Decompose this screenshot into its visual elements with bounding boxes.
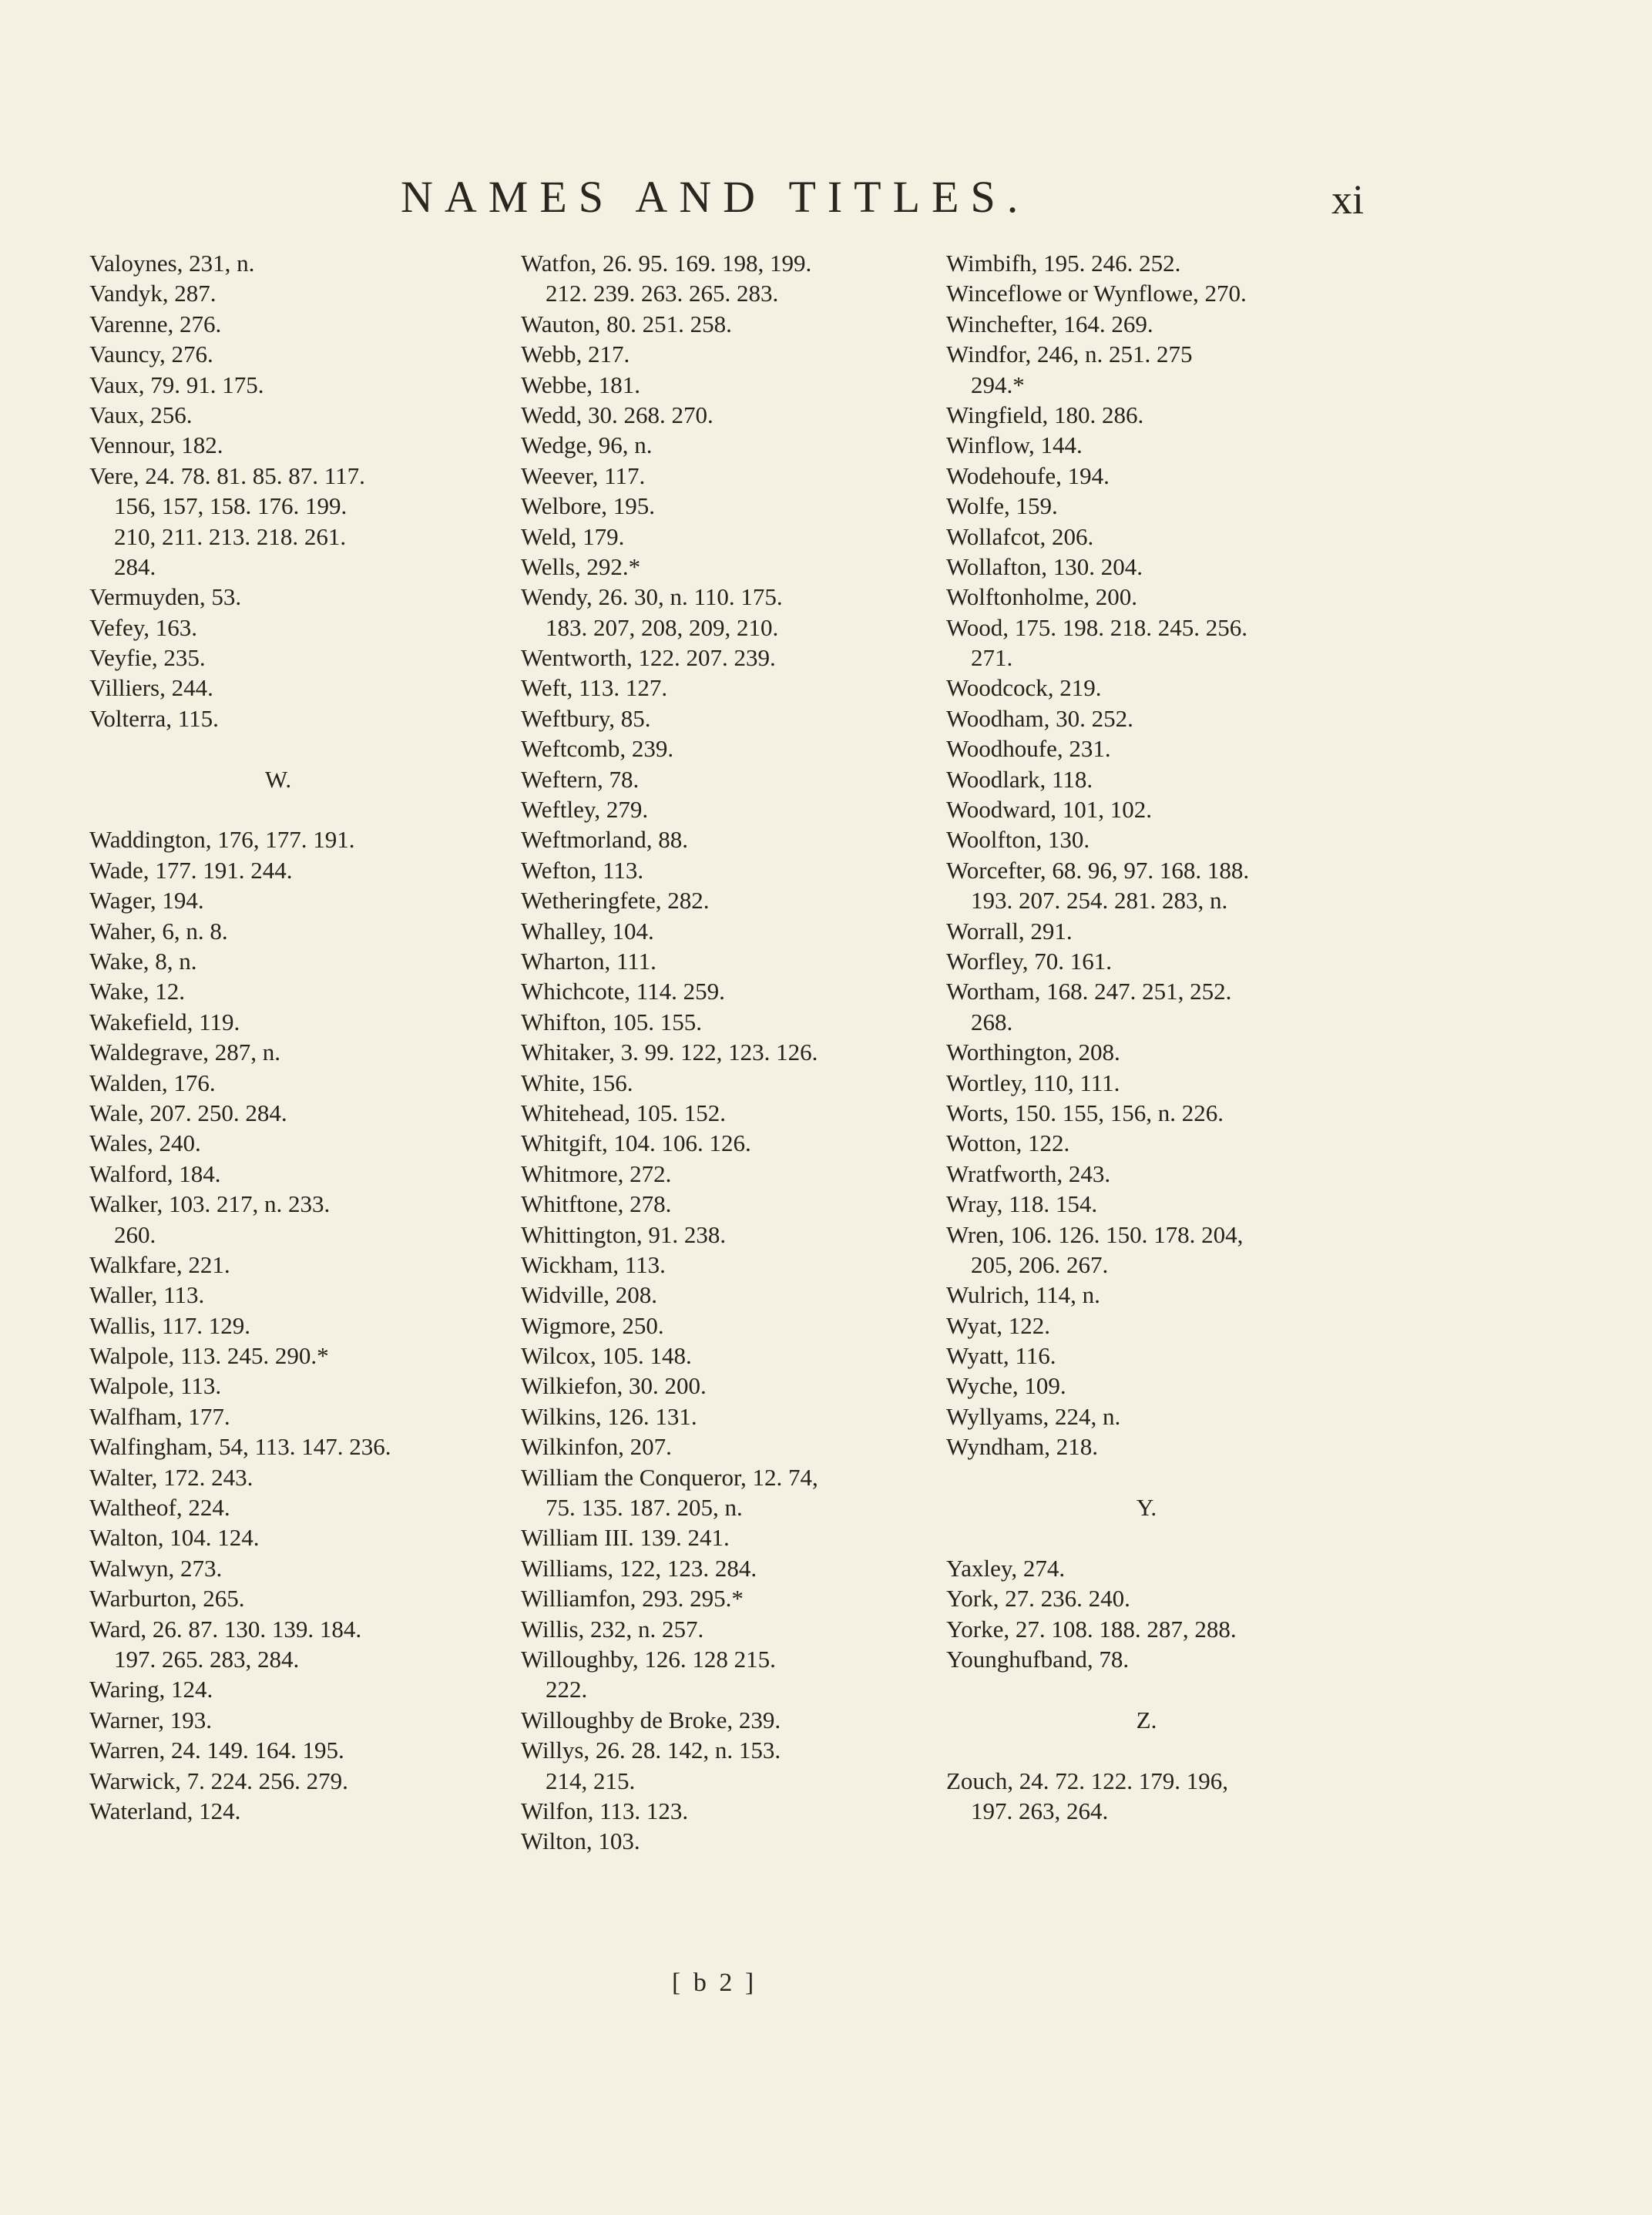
index-entry: Willoughby de Broke, 239. [521, 1706, 781, 1733]
index-entry: Waller, 113. [89, 1281, 205, 1309]
index-entry: Wulrich, 114, n. [946, 1281, 1100, 1309]
index-entry: Walfham, 177. [89, 1402, 230, 1430]
index-entry-continuation: 75. 135. 187. 205, n. [546, 1494, 743, 1522]
index-entry: Williamfon, 293. 295.* [521, 1585, 744, 1613]
index-entry: Wilkins, 126. 131. [521, 1402, 697, 1430]
index-entry: Wilcox, 105. 148. [521, 1342, 692, 1370]
index-entry: Warwick, 7. 224. 256. 279. [89, 1767, 348, 1794]
index-entry: Varenne, 276. [89, 310, 222, 337]
index-entry: Winflow, 144. [946, 431, 1083, 459]
index-entry: Wortham, 168. 247. 251, 252. [946, 978, 1232, 1005]
section-letter-heading: Y. [1136, 1494, 1157, 1522]
index-entry: Wollafton, 130. 204. [946, 552, 1143, 580]
section-letter-heading: Z. [1136, 1706, 1157, 1733]
index-entry: Whitftone, 278. [521, 1190, 672, 1218]
index-entry: Whitmore, 272. [521, 1160, 672, 1187]
index-entry: Wolftonholme, 200. [946, 583, 1138, 611]
index-entry: Williams, 122, 123. 284. [521, 1554, 757, 1582]
index-entry: Whifton, 105. 155. [521, 1008, 703, 1035]
index-column-3 [946, 248, 1378, 1826]
index-entry: Wyatt, 116. [946, 1342, 1056, 1370]
index-entry: Whitehead, 105. 152. [521, 1099, 727, 1126]
index-entry: Weftcomb, 239. [521, 735, 674, 763]
index-entry: Vaux, 256. [89, 401, 193, 428]
index-entry: Weftern, 78. [521, 765, 640, 793]
index-entry-continuation: 260. [114, 1220, 156, 1248]
index-entry: Wigmore, 250. [521, 1311, 664, 1339]
index-entry-continuation: 271. [971, 644, 1013, 672]
index-entry: Wilkiefon, 30. 200. [521, 1372, 707, 1400]
index-entry-continuation: 156, 157, 158. 176. 199. [114, 492, 348, 520]
index-entry: Woodhoufe, 231. [946, 735, 1111, 763]
index-entry: Wharton, 111. [521, 947, 656, 975]
spacer [946, 1735, 1378, 1765]
index-entry: Wortley, 110, 111. [946, 1069, 1120, 1096]
index-entry-continuation: 212. 239. 263. 265. 283. [546, 280, 779, 307]
index-entry-continuation: 197. 263, 264. [971, 1797, 1109, 1824]
index-column-2 [521, 248, 929, 1857]
index-entry: Wratfworth, 243. [946, 1160, 1111, 1187]
index-entry: Vauncy, 276. [89, 341, 213, 368]
index-entry: Wilkinfon, 207. [521, 1433, 672, 1461]
index-entry: Wray, 118. 154. [946, 1190, 1098, 1218]
index-entry: Wilton, 103. [521, 1827, 640, 1855]
index-entry: Zouch, 24. 72. 122. 179. 196, [946, 1767, 1228, 1794]
index-entry-continuation: 205, 206. 267. [971, 1250, 1109, 1278]
index-entry: Volterra, 115. [89, 704, 219, 732]
index-entry: Wallis, 117. 129. [89, 1311, 251, 1339]
index-entry: Vere, 24. 78. 81. 85. 87. 117. [89, 461, 365, 489]
spacer [946, 1462, 1378, 1492]
index-entry: Warburton, 265. [89, 1585, 245, 1613]
index-entry: Younghufband, 78. [946, 1645, 1130, 1673]
index-entry: Walpole, 113. [89, 1372, 222, 1400]
index-entry: Woodcock, 219. [946, 674, 1102, 702]
page-number: xi [1331, 176, 1365, 223]
index-entry: Weft, 113. 127. [521, 674, 668, 702]
signature-mark: [ b 2 ] [672, 1968, 757, 1997]
index-entry: Wickham, 113. [521, 1250, 666, 1278]
index-entry: Wales, 240. [89, 1129, 201, 1157]
index-entry: Wendy, 26. 30, n. 110. 175. [521, 583, 783, 611]
index-column-1 [89, 248, 498, 1826]
index-entry-continuation: 214, 215. [546, 1767, 636, 1794]
index-entry: Walfingham, 54, 113. 147. 236. [89, 1433, 391, 1461]
index-entry: William III. 139. 241. [521, 1524, 730, 1552]
index-entry: Wren, 106. 126. 150. 178. 204, [946, 1220, 1244, 1248]
index-entry: Walpole, 113. 245. 290.* [89, 1342, 329, 1370]
index-entry: Walwyn, 273. [89, 1554, 223, 1582]
index-entry: Waterland, 124. [89, 1797, 241, 1824]
index-entry: Worcefter, 68. 96, 97. 168. 188. [946, 856, 1250, 884]
index-entry: Worts, 150. 155, 156, n. 226. [946, 1099, 1224, 1126]
index-entry: Widville, 208. [521, 1281, 657, 1309]
index-entry: Vefey, 163. [89, 613, 198, 641]
index-entry: Whittington, 91. 238. [521, 1220, 727, 1248]
index-entry: Weftley, 279. [521, 796, 649, 824]
index-entry: Willoughby, 126. 128 215. [521, 1645, 776, 1673]
index-entry: Weever, 117. [521, 461, 646, 489]
index-entry: Wimbifh, 195. 246. 252. [946, 250, 1181, 277]
index-entry-continuation: 210, 211. 213. 218. 261. [114, 522, 347, 550]
index-entry: Worfley, 70. 161. [946, 947, 1113, 975]
index-entry: Wake, 12. [89, 978, 186, 1005]
index-entry: Waher, 6, n. 8. [89, 917, 228, 945]
index-entry: Walford, 184. [89, 1160, 221, 1187]
index-entry: Windfor, 246, n. 251. 275 [946, 341, 1193, 368]
index-entry: Whalley, 104. [521, 917, 654, 945]
index-entry: William the Conqueror, 12. 74, [521, 1463, 818, 1491]
index-entry: Willis, 232, n. 257. [521, 1615, 704, 1643]
index-entry: Webbe, 181. [521, 371, 641, 398]
index-entry: Worrall, 291. [946, 917, 1073, 945]
index-entry: Whitaker, 3. 99. 122, 123. 126. [521, 1039, 818, 1066]
index-entry: Wyat, 122. [946, 1311, 1051, 1339]
index-entry: Wauton, 80. 251. 258. [521, 310, 732, 337]
index-entry: Wade, 177. 191. 244. [89, 856, 293, 884]
index-entry-continuation: 197. 265. 283, 284. [114, 1645, 300, 1673]
index-entry: Walker, 103. 217, n. 233. [89, 1190, 331, 1218]
index-entry: Ward, 26. 87. 130. 139. 184. [89, 1615, 362, 1643]
spacer [946, 1522, 1378, 1552]
index-entry: Wood, 175. 198. 218. 245. 256. [946, 613, 1248, 641]
index-entry: Whichcote, 114. 259. [521, 978, 725, 1005]
index-entry: Waltheof, 224. [89, 1494, 230, 1522]
index-entry: Valoynes, 231, n. [89, 250, 255, 277]
index-entry: Winchefter, 164. 269. [946, 310, 1153, 337]
index-entry-continuation: 222. [546, 1676, 588, 1703]
index-entry: Wells, 292.* [521, 552, 641, 580]
index-entry: Warner, 193. [89, 1706, 212, 1733]
index-entry: White, 156. [521, 1069, 633, 1096]
index-entry: Weftmorland, 88. [521, 826, 689, 854]
index-entry: Willys, 26. 28. 142, n. 153. [521, 1737, 781, 1764]
index-entry: Vandyk, 287. [89, 280, 217, 307]
index-entry: Webb, 217. [521, 341, 630, 368]
index-entry: Vennour, 182. [89, 431, 223, 459]
index-entry: Worthington, 208. [946, 1039, 1120, 1066]
index-entry: Watfon, 26. 95. 169. 198, 199. [521, 250, 812, 277]
index-entry: Wilfon, 113. 123. [521, 1797, 689, 1824]
index-entry: Wollafcot, 206. [946, 522, 1094, 550]
index-entry: Wingfield, 180. 286. [946, 401, 1144, 428]
index-entry: Welbore, 195. [521, 492, 655, 520]
index-entry-continuation: 294.* [971, 371, 1025, 398]
index-entry: Wotton, 122. [946, 1129, 1070, 1157]
index-entry: Wefton, 113. [521, 856, 644, 884]
running-title: NAMES AND TITLES. [401, 172, 1030, 222]
index-entry: Wale, 207. 250. 284. [89, 1099, 287, 1126]
index-entry: Vermuyden, 53. [89, 583, 242, 611]
index-entry-continuation: 268. [971, 1008, 1013, 1035]
index-entry: Wyllyams, 224, n. [946, 1402, 1121, 1430]
index-entry: Waldegrave, 287, n. [89, 1039, 280, 1066]
index-entry-continuation: 284. [114, 552, 156, 580]
index-entry: Walton, 104. 124. [89, 1524, 260, 1552]
index-entry: Wentworth, 122. 207. 239. [521, 644, 776, 672]
index-entry: Wyche, 109. [946, 1372, 1066, 1400]
index-entry: Weld, 179. [521, 522, 625, 550]
index-entry: Weftbury, 85. [521, 704, 651, 732]
index-entry-continuation: 183. 207, 208, 209, 210. [546, 613, 779, 641]
index-entry: Wakefield, 119. [89, 1008, 240, 1035]
index-entry: Woodlark, 118. [946, 765, 1093, 793]
index-entry: Vaux, 79. 91. 175. [89, 371, 264, 398]
index-entry: Woolfton, 130. [946, 826, 1090, 854]
index-entry: Wedge, 96, n. [521, 431, 653, 459]
index-entry: Yorke, 27. 108. 188. 287, 288. [946, 1615, 1237, 1643]
index-entry: Woodham, 30. 252. [946, 704, 1133, 732]
index-entry-continuation: 193. 207. 254. 281. 283, n. [971, 887, 1228, 915]
section-letter-heading: W. [264, 765, 292, 793]
index-entry: Wake, 8, n. [89, 947, 197, 975]
index-entry: Yaxley, 274. [946, 1554, 1066, 1582]
index-entry: York, 27. 236. 240. [946, 1585, 1130, 1613]
index-entry: Waring, 124. [89, 1676, 213, 1703]
index-entry: Walden, 176. [89, 1069, 216, 1096]
index-entry: Walkfare, 221. [89, 1250, 230, 1278]
index-entry: Wolfe, 159. [946, 492, 1058, 520]
index-entry: Wodehoufe, 194. [946, 461, 1110, 489]
index-entry: Wager, 194. [89, 887, 204, 915]
spacer [89, 733, 498, 764]
index-entry: Whitgift, 104. 106. 126. [521, 1129, 751, 1157]
index-entry: Waddington, 176, 177. 191. [89, 826, 355, 854]
index-entry: Winceflowe or Wynflowe, 270. [946, 280, 1247, 307]
index-entry: Veyfie, 235. [89, 644, 206, 672]
index-entry: Wyndham, 218. [946, 1433, 1099, 1461]
index-entry: Walter, 172. 243. [89, 1463, 254, 1491]
index-entry: Warren, 24. 149. 164. 195. [89, 1737, 344, 1764]
spacer [946, 1674, 1378, 1704]
spacer [89, 794, 498, 824]
index-entry: Wedd, 30. 268. 270. [521, 401, 714, 428]
index-entry: Villiers, 244. [89, 674, 213, 702]
index-entry: Woodward, 101, 102. [946, 796, 1152, 824]
index-entry: Wetheringfete, 282. [521, 887, 710, 915]
